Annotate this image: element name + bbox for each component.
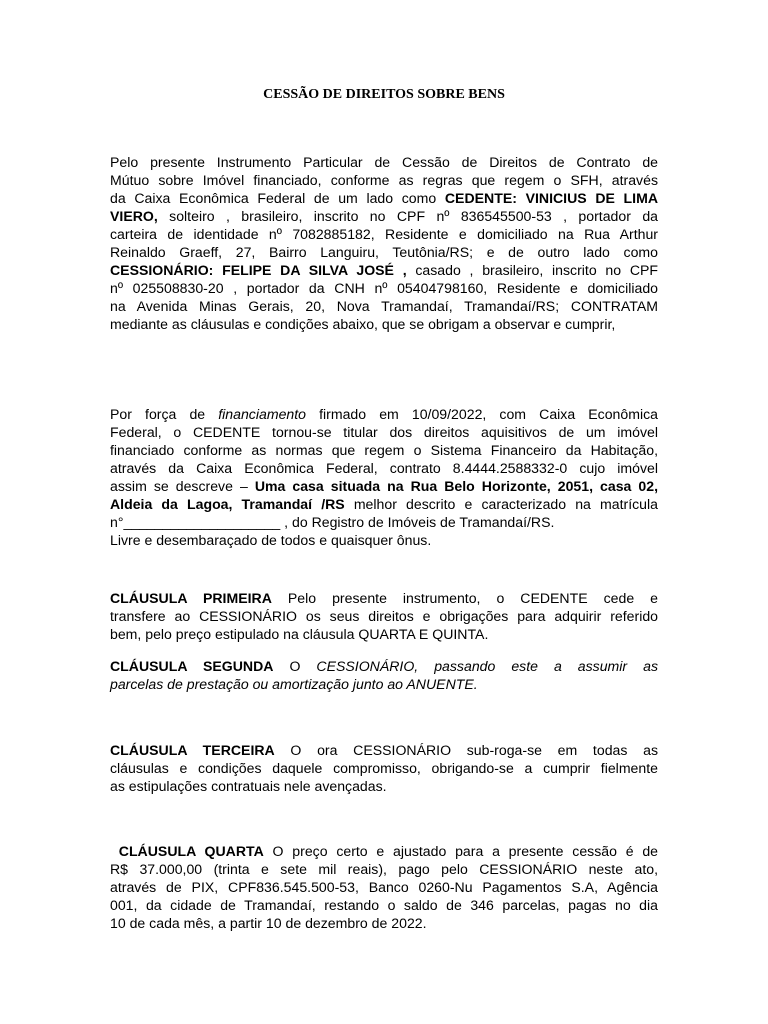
text-line [110, 741, 658, 759]
parties-paragraph [110, 153, 658, 333]
text-line: n°____________________ , do Registro de Imóveis de Tramandaí/RS. [110, 514, 555, 530]
text-line [110, 405, 658, 423]
clause-third [110, 741, 658, 795]
cessionario-name: CESSIONÁRIO: FELIPE DA SILVA JOSÉ , [110, 262, 407, 278]
text-line: Federal, o CEDENTE tornou-se titular dos direitos aquisitivos de um imóvel [110, 424, 658, 440]
text-run: solteiro , brasileiro, inscrito no CPF nº 836545500-53 , portador da [157, 208, 658, 224]
clause-first [110, 589, 658, 643]
clause-fourth [110, 842, 658, 932]
text-line [110, 261, 658, 279]
text-line: cláusulas e condições daquele compromisso, obrigando-se a cumprir fielmente [110, 760, 658, 776]
text-run-italic: CESSIONÁRIO, passando este a assumir as [316, 658, 658, 674]
text-run: Por força de [110, 406, 219, 422]
text-line: 10 de cada mês, a partir 10 de dezembro de 2022. [110, 915, 427, 931]
text-line: R$ 37.000,00 (trinta e sete mil reais), pago pelo CESSIONÁRIO neste ato, [110, 861, 658, 877]
text-line [110, 589, 658, 607]
text-line: 001, da cidade de Tramandaí, restando o saldo de 346 parcelas, pagas no dia [110, 897, 658, 913]
text-run: melhor descrito e caracterizado na matrícula [344, 496, 658, 512]
text-run: da Caixa Econômica Federal de um lado como [110, 190, 445, 206]
text-line: transfere ao CESSIONÁRIO os seus direitos e obrigações para adquirir referido [110, 608, 658, 624]
text-run: O preço certo e ajustado para a presente cessão é de [263, 843, 659, 859]
text-line [110, 675, 658, 693]
text-line: através de PIX, CPF836.545.500-53, Banco 0260-Nu Pagamentos S.A, Agência [110, 879, 658, 895]
text-line: carteira de identidade nº 7082885182, Residente e domiciliado na Rua Arthur [110, 226, 658, 242]
text-run-italic: financiamento [218, 406, 306, 422]
clause-heading: CLÁUSULA SEGUNDA [110, 658, 274, 674]
text-line: Pelo presente Instrumento Particular de Cessão de Direitos de Contrato de [110, 154, 658, 170]
text-line: na Avenida Minas Gerais, 20, Nova Tramandaí, Tramandaí/RS; CONTRATAM [110, 298, 658, 314]
property-paragraph [110, 405, 658, 549]
text-line: Reinaldo Graeff, 27, Bairro Languiru, Teutônia/RS; e de outro lado como [110, 244, 658, 260]
clause-second [110, 657, 658, 693]
text-run: Pelo presente instrumento, o CEDENTE cede e [271, 590, 658, 606]
text-line: nº 025508830-20 , portador da CNH nº 05404798160, Residente e domiciliado [110, 280, 658, 296]
clause-heading: CLÁUSULA TERCEIRA [110, 742, 275, 758]
text-line [110, 842, 658, 860]
text-run: assim se descreve – [110, 478, 255, 494]
text-run: O [273, 658, 317, 674]
text-line [110, 495, 658, 513]
text-line: Mútuo sobre Imóvel financiado, conforme as regras que regem o SFH, através [110, 172, 658, 188]
cedente-name: CEDENTE: VINICIUS DE LIMA [444, 190, 659, 206]
text-line: as estipulações contratuais nele avençadas. [110, 778, 387, 794]
clause-heading: CLÁUSULA PRIMEIRA [110, 590, 272, 606]
document-title: CESSÃO DE DIREITOS SOBRE BENS [263, 87, 505, 102]
text-line: através da Caixa Econômica Federal, contrato 8.4444.2588332-0 cujo imóvel [110, 460, 658, 476]
text-line: Livre e desembaraçado de todos e quaisquer ônus. [110, 532, 432, 548]
text-line [110, 207, 658, 225]
text-line [110, 657, 658, 675]
clause-heading: CLÁUSULA QUARTA [110, 843, 264, 859]
property-address: Uma casa situada na Rua Belo Horizonte, 2051, casa 02, [254, 478, 658, 494]
text-run: casado , brasileiro, inscrito no CPF [406, 262, 659, 278]
property-address-cont: Aldeia da Lagoa, Tramandaí /RS [110, 496, 345, 512]
text-run: firmado em 10/09/2022, com Caixa Econômica [306, 406, 658, 422]
cedente-name-cont: VIERO, [110, 208, 158, 224]
text-line [110, 189, 658, 207]
text-line: mediante as cláusulas e condições abaixo, que se obrigam a observar e cumprir, [110, 316, 616, 332]
text-line [110, 477, 658, 495]
text-line: bem, pelo preço estipulado na cláusula QUARTA E QUINTA. [110, 626, 489, 642]
text-line: financiado conforme as normas que regem o Sistema Financeiro da Habitação, [110, 442, 658, 458]
text-run-italic: parcelas de prestação ou amortização junto ao ANUENTE. [110, 676, 478, 692]
text-run: O ora CESSIONÁRIO sub-roga-se em todas as [274, 742, 658, 758]
